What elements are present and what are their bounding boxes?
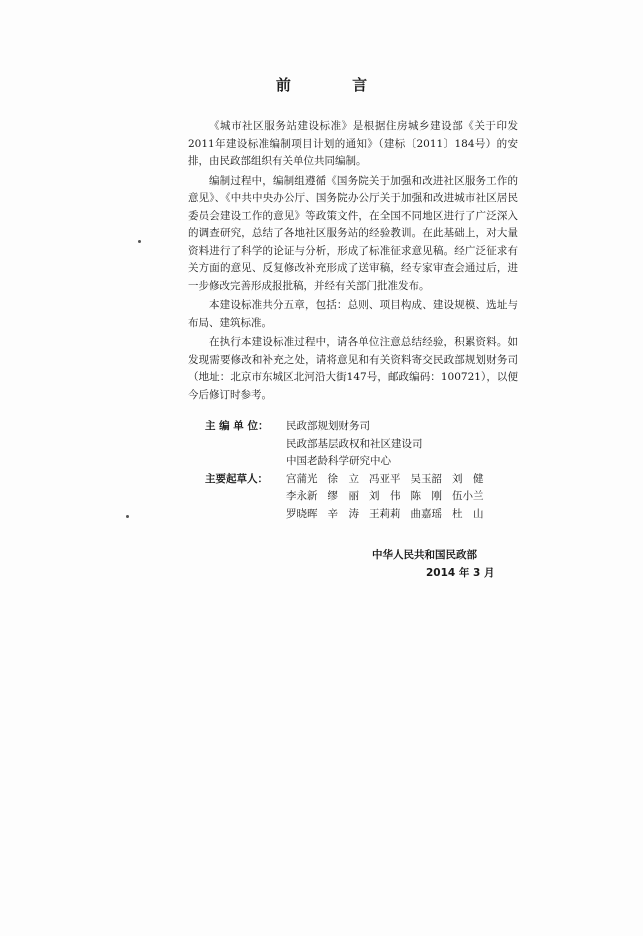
drafter-name: 徐 立	[327, 472, 359, 485]
drafters-label: 主要起草人：	[205, 472, 268, 485]
drafter-name: 陈 刚	[410, 490, 442, 502]
editing-units-label: 主 编 单 位：	[205, 420, 269, 432]
drafter-name: 辛 涛	[327, 507, 359, 520]
drafter-name: 冯亚平	[369, 472, 401, 485]
issuing-organization: 中华人民共和国民政部	[372, 549, 477, 561]
drafter-name: 杜 山	[452, 507, 484, 520]
editing-unit: 民政部规划财务司	[286, 420, 370, 432]
drafters-row	[205, 471, 525, 524]
paragraph-3: 本建设标准共分五章，包括：总则、项目构成、建设规模、选址与布局、建筑标准。	[188, 299, 518, 329]
scan-speck	[138, 240, 141, 243]
preface-body	[188, 118, 518, 404]
editing-unit: 中国老龄科学研究中心	[286, 455, 391, 467]
drafter-name: 刘 健	[452, 472, 484, 485]
drafter-name: 曲嘉瑶	[410, 507, 442, 520]
drafter-name: 罗晓晖	[286, 507, 318, 520]
drafters-list	[286, 471, 525, 524]
scan-speck	[126, 515, 129, 518]
drafter-name: 王莉莉	[369, 507, 401, 520]
editing-units-list	[286, 418, 525, 471]
drafter-name: 吴玉韶	[410, 472, 442, 485]
drafter-name: 缪 丽	[327, 490, 359, 502]
drafter-name: 李永新	[286, 490, 318, 502]
drafter-name: 刘 伟	[369, 490, 401, 502]
page-title: 前 言	[275, 76, 396, 94]
drafter-name: 伍小兰	[452, 490, 484, 502]
drafter-name: 宫蒲光	[286, 472, 318, 485]
editing-unit: 民政部基层政权和社区建设司	[286, 437, 423, 450]
paragraph-2: 编制过程中，编制组遵循《国务院关于加强和改进社区服务工作的意见》、《中共中央办公厅、国务院办公厅关于加强和改进城市社区居民委员会建设工作的意见》等政策文件，在全国不同地区进行了广泛深入的调查研究，总结了各地社区服务站的经验教训。在此基础上，对大量资料进行了科学的论证与分析，形成了标准征求意见稿。经广泛征求有关方面的意见、反复修改补充形成了送审稿，经专家审查会通过后，进一步修改完善形成报批稿，并经有关部门批准发布。	[188, 174, 518, 292]
issue-date: 2014 年 3 月	[426, 567, 495, 579]
credits-block	[205, 418, 525, 523]
paragraph-1: 《城市社区服务站建设标准》是根据住房城乡建设部《关于印发2011年建设标准编制项目计划的通知》（建标〔2011〕184号）的安排，由民政部组织有关单位共同编制。	[188, 120, 518, 167]
editing-units-row	[205, 418, 525, 471]
paragraph-4: 在执行本建设标准过程中，请各单位注意总结经验，积累资料。如发现需要修改和补充之处，请将意见和有关资料寄交民政部规划财务司（地址：北京市东城区北河沿大街147号，邮政编码：100721），以便今后修订时参考。	[188, 336, 518, 401]
signature-block	[372, 546, 532, 582]
